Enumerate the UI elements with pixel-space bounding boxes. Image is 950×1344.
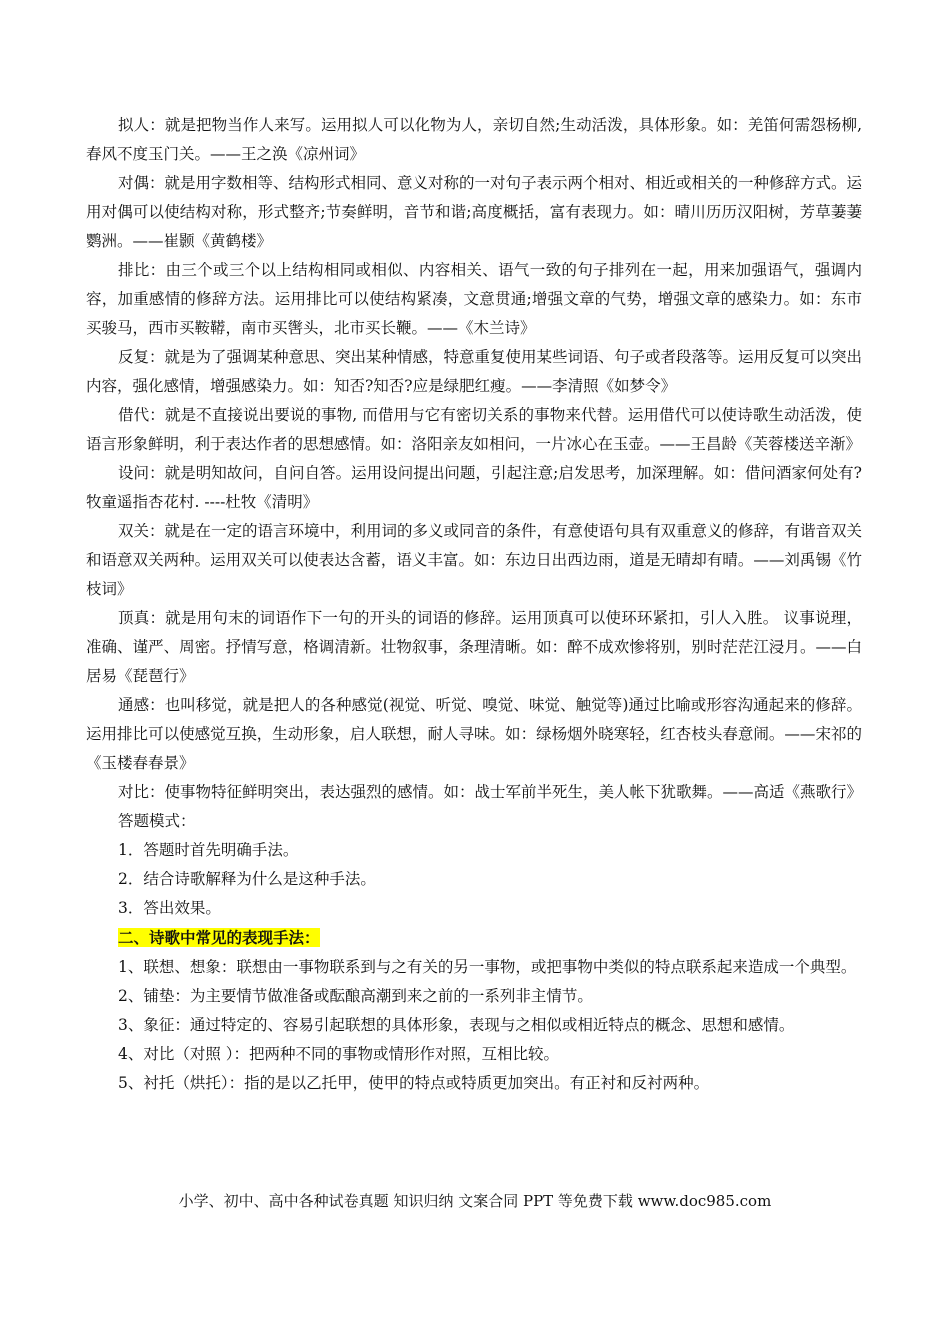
paragraph-personification: 拟人：就是把物当作人来写。运用拟人可以化物为人，亲切自然;生动活泼，具体形象。如：羌笛何需怨杨柳, 春风不度玉门关。——王之涣《凉州词》 <box>86 116 862 163</box>
paragraph-antithesis: 对偶：就是用字数相等、结构形式相同、意义对称的一对句子表示两个相对、相近或相关的一种修辞方式。运用对偶可以使结构对称，形式整齐;节奏鲜明，音节和谐;高度概括，富有表现力。如：晴川历历汉阳树，芳草萋萋鹦洲。——崔颢《黄鹤楼》 <box>86 174 863 250</box>
technique-contrast: 4、对比（对照 ）：把两种不同的事物或情形作对照，互相比较。 <box>118 1045 560 1063</box>
answer-pattern-title: 答题模式： <box>118 812 196 830</box>
paragraph-contrast: 对比：使事物特征鲜明突出，表达强烈的感情。如：战士军前半死生，美人帐下犹歌舞。——高适《燕歌行》 <box>118 783 863 801</box>
paragraph-synesthesia: 通感：也叫移觉，就是把人的各种感觉(视觉、听觉、嗅觉、味觉、触觉等)通过比喻或形容沟通起来的修辞。运用排比可以使感觉互换，生动形象，启人联想，耐人寻味。如：绿杨烟外晓寒轻，红杏枝头春意闹。——宋祁的《玉楼春春景》 <box>86 696 862 772</box>
answer-step-3: 3．答出效果。 <box>118 899 221 917</box>
paragraph-parallelism: 排比：由三个或三个以上结构相同或相似、内容相关、语气一致的句子排列在一起，用来加强语气，强调内容，加重感情的修辞方法。运用排比可以使结构紧凑，文意贯通;增强文章的气势，增强文章的感染力。如：东市买骏马，西市买鞍鞯，南市买辔头，北市买长鞭。——《木兰诗》 <box>86 261 862 337</box>
answer-step-1: 1．答题时首先明确手法。 <box>118 841 299 859</box>
paragraph-metonymy: 借代：就是不直接说出要说的事物, 而借用与它有密切关系的事物来代替。运用借代可以使诗歌生动活泼，使语言形象鲜明，利于表达作者的思想感情。如：洛阳亲友如相问，一片冰心在玉壶。——王昌龄《芙蓉楼送辛渐》 <box>86 406 862 453</box>
paragraph-repetition: 反复：就是为了强调某种意思、突出某种情感，特意重复使用某些词语、句子或者段落等。运用反复可以突出内容，强化感情，增强感染力。如：知否?知否?应是绿肥红瘦。——李清照《如梦令》 <box>86 348 863 395</box>
paragraph-rhetorical-question: 设问：就是明知故问，自问自答。运用设问提出问题，引起注意;启发思考，加深理解。如：借问酒家何处有?牧童遥指杏花村. ----杜牧《清明》 <box>86 464 862 511</box>
paragraph-pun: 双关：就是在一定的语言环境中，利用词的多义或同音的条件，有意使语句具有双重意义的修辞，有谐音双关和语意双关两种。运用双关可以使表达含蓄，语义丰富。如：东边日出西边雨，道是无晴却有晴。——刘禹锡《竹枝词》 <box>86 522 863 598</box>
page-footer: 小学、初中、高中各种试卷真题 知识归纳 文案合同 PPT 等免费下载 www.doc985.com <box>178 1192 772 1210</box>
section-heading: 二、诗歌中常见的表现手法： <box>118 928 320 947</box>
section-heading-block <box>86 923 862 953</box>
technique-association: 1、联想、想象：联想由一事物联系到与之有关的另一事物，或把事物中类似的特点联系起来造成一个典型。 <box>118 958 857 976</box>
paragraph-anadiplosis: 顶真：就是用句末的词语作下一句的开头的词语的修辞。运用顶真可以使环环紧扣，引人入胜。 议事说理，准确、谨严、周密。抒情写意，格调清新。壮物叙事，条理清晰。如：醉不成欢惨将别，别时茫茫江浸月。——白居易《琵琶行》 <box>86 609 862 685</box>
answer-step-2: 2．结合诗歌解释为什么是这种手法。 <box>118 870 376 888</box>
technique-symbolism: 3、象征：通过特定的、容易引起联想的具体形象，表现与之相似或相近特点的概念、思想和感情。 <box>118 1016 795 1034</box>
technique-foreshadowing: 2、铺垫：为主要情节做准备或酝酿高潮到来之前的一系列非主情节。 <box>118 987 593 1005</box>
document-body <box>86 111 862 1098</box>
technique-foil: 5、衬托（烘托）：指的是以乙托甲，使甲的特点或特质更加突出。有正衬和反衬两种。 <box>118 1074 710 1092</box>
